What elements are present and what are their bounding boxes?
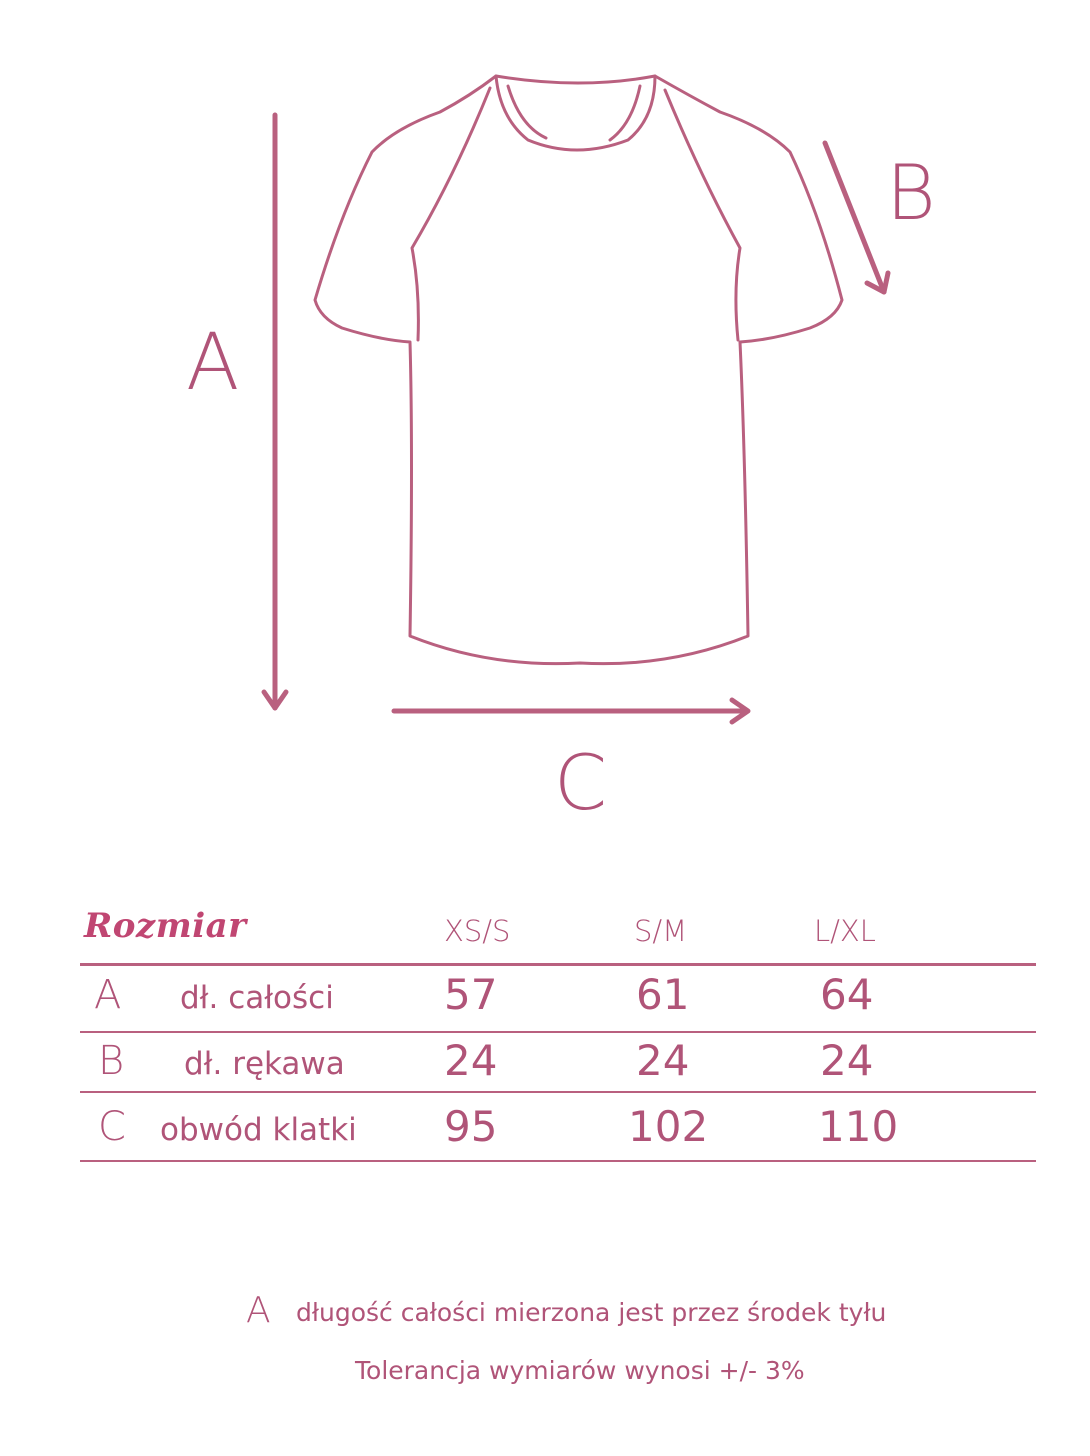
raglan-seam-right <box>665 90 740 340</box>
label-c: C <box>554 738 608 827</box>
row-letter: A <box>94 972 122 1018</box>
note-tolerance: Tolerancja wymiarów wynosi +/- 3% <box>355 1356 805 1385</box>
size-header-xs-s: XS/S <box>444 914 511 948</box>
row-value: 95 <box>444 1102 498 1151</box>
note-letter: A <box>246 1290 271 1331</box>
row-value: 57 <box>444 970 498 1019</box>
row-value: 110 <box>818 1102 899 1151</box>
table-title: Rozmiar <box>84 906 247 946</box>
size-header-l-xl: L/XL <box>814 914 876 948</box>
row-letter: B <box>98 1038 125 1084</box>
row-value: 61 <box>636 970 690 1019</box>
table-divider <box>80 1091 1036 1093</box>
label-b: B <box>886 148 936 237</box>
raglan-seam-left <box>412 88 490 340</box>
table-row <box>80 1032 1036 1098</box>
note-measurement: długość całości mierzona jest przez środek tyłu <box>296 1298 887 1327</box>
tshirt-outline <box>315 76 842 664</box>
arrow-c <box>394 700 748 722</box>
label-a: A <box>186 318 240 408</box>
row-value: 102 <box>628 1102 709 1151</box>
row-value: 24 <box>636 1036 690 1085</box>
row-letter: C <box>98 1104 126 1150</box>
table-row <box>80 966 1036 1032</box>
table-divider <box>80 1160 1036 1162</box>
row-value: 24 <box>820 1036 874 1085</box>
row-value: 24 <box>444 1036 498 1085</box>
row-value: 64 <box>820 970 874 1019</box>
size-header-s-m: S/M <box>634 914 688 948</box>
neckband <box>508 86 546 138</box>
row-measure: dł. całości <box>180 980 334 1016</box>
arrow-a <box>264 115 286 708</box>
table-row <box>80 1098 1036 1164</box>
row-measure: obwód klatki <box>160 1112 357 1148</box>
row-measure: dł. rękawa <box>184 1046 345 1082</box>
